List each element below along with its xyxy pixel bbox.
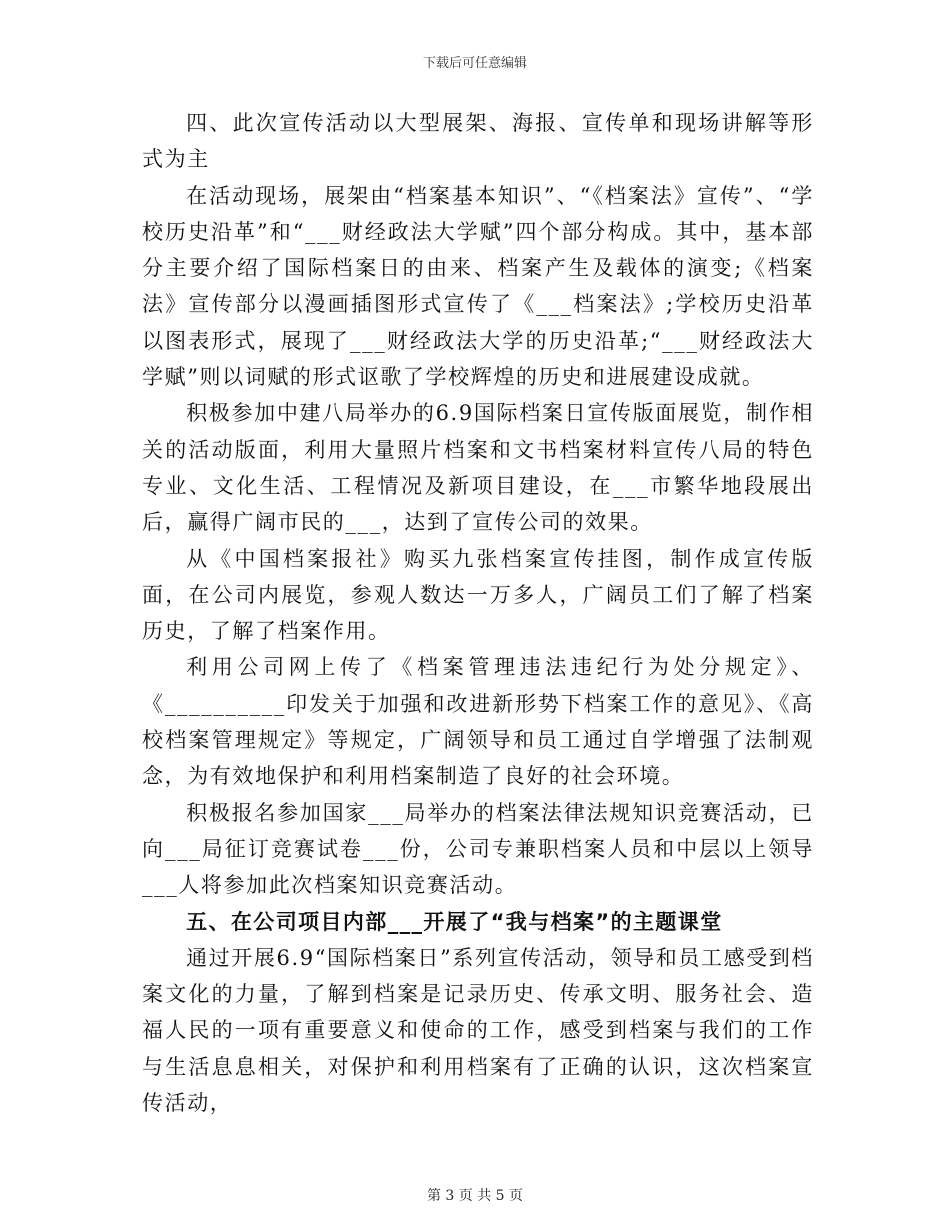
body-paragraph: 积极参加中建八局举办的6.9国际档案日宣传版面展览，制作相关的活动版面，利用大量照片档案和文书档案材料宣传八局的特色专业、文化生活、工程情况及新项目建设，在___市繁华地段展出后，赢得广阔市民的___，达到了宣传公司的效果。 [142, 401, 814, 535]
section-four-paragraph: 四、此次宣传活动以大型展架、海报、宣传单和现场讲解等形式为主 [142, 111, 814, 172]
section-five-heading: 五、在公司项目内部___开展了“我与档案”的主题课堂 [186, 909, 723, 934]
body-paragraph: 从《中国档案报社》购买九张档案宣传挂图，制作成宣传版面，在公司内展览，参观人数达一万多人，广阔员工们了解了档案历史，了解了档案作用。 [142, 546, 814, 644]
body-paragraph: 通过开展6.9“国际档案日”系列宣传活动，领导和员工感受到档案文化的力量，了解到档案是记录历史、传承文明、服务社会、造福人民的一项有重要意义和使命的工作，感受到档案与我们的工作与生活息息相关，对保护和利用档案有了正确的认识，这次档案宣传活动， [142, 945, 814, 1116]
body-paragraph: 在活动现场，展架由“档案基本知识”、“《档案法》宣传”、“学校历史沿革”和“___财经政法大学赋”四个部分构成。其中，基本部分主要介绍了国际档案日的由来、档案产生及载体的演变;《档案法》宣传部分以漫画插图形式宣传了《___档案法》;学校历史沿革以图表形式，展现了___财经政法大学的历史沿革;“___财经政法大学赋”则以词赋的形式讴歌了学校辉煌的历史和进展建设成就。 [142, 183, 814, 390]
page-number: 第 3 页 共 5 页 [426, 1188, 524, 1204]
body-paragraph: 利用公司网上传了《档案管理违法违纪行为处分规定》、《__________印发关于加强和改进新形势下档案工作的意见》、《高校档案管理规定》等规定，广阔领导和员工通过自学增强了法制观念，为有效地保护和利用档案制造了良好的社会环境。 [142, 655, 814, 789]
page-header: 下载后可任意编辑 [422, 56, 527, 71]
document-body [142, 105, 814, 1121]
body-paragraph: 积极报名参加国家___局举办的档案法律法规知识竞赛活动，已向___局征订竞赛试卷___份，公司专兼职档案人员和中层以上领导___人将参加此次档案知识竞赛活动。 [142, 800, 814, 898]
